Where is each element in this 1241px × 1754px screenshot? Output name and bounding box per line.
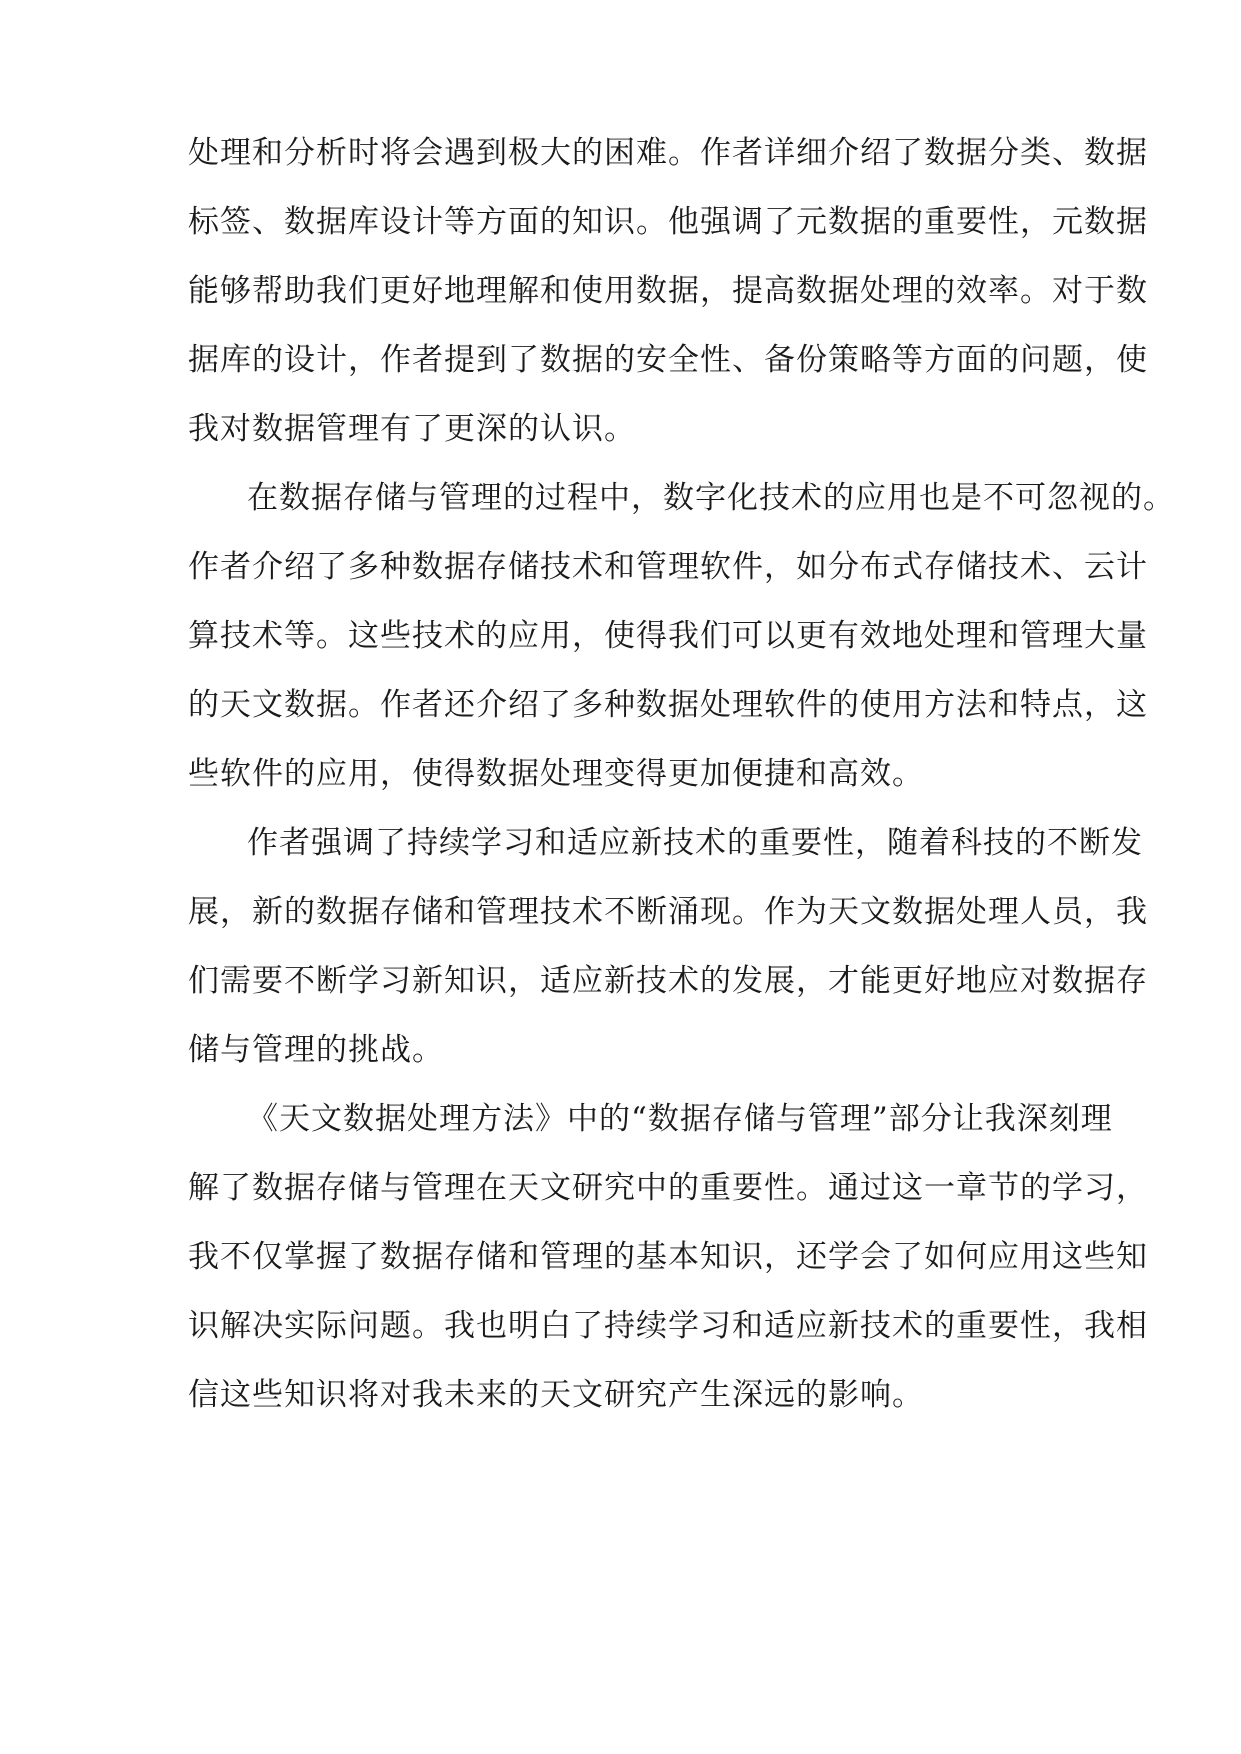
text-line: 信这些知识将对我未来的天文研究产生深远的影响。: [188, 1377, 924, 1413]
text-line: 展，新的数据存储和管理技术不断涌现。作为天文数据处理人员，我: [188, 894, 1148, 930]
text-line: 我不仅掌握了数据存储和管理的基本知识，还学会了如何应用这些知: [188, 1239, 1148, 1275]
text-line: 的天文数据。作者还介绍了多种数据处理软件的使用方法和特点，这: [188, 687, 1148, 723]
text-line: 标签、数据库设计等方面的知识。他强调了元数据的重要性，元数据: [188, 204, 1148, 240]
paragraph-first-line: 《天文数据处理方法》中的“数据存储与管理”部分让我深刻理: [247, 1101, 1113, 1137]
paragraph-first-line: 作者强调了持续学习和适应新技术的重要性，随着科技的不断发: [247, 825, 1143, 861]
paragraph-first-line: 在数据存储与管理的过程中，数字化技术的应用也是不可忽视的。: [247, 480, 1175, 516]
text-line: 们需要不断学习新知识，适应新技术的发展，才能更好地应对数据存: [188, 963, 1148, 999]
text-line: 据库的设计，作者提到了数据的安全性、备份策略等方面的问题，使: [188, 342, 1148, 378]
text-line: 能够帮助我们更好地理解和使用数据，提高数据处理的效率。对于数: [188, 273, 1148, 309]
text-line: 我对数据管理有了更深的认识。: [188, 411, 636, 447]
text-line: 些软件的应用，使得数据处理变得更加便捷和高效。: [188, 756, 924, 792]
text-line: 处理和分析时将会遇到极大的困难。作者详细介绍了数据分类、数据: [188, 135, 1148, 171]
text-line: 识解决实际问题。我也明白了持续学习和适应新技术的重要性，我相: [188, 1308, 1148, 1344]
text-line: 解了数据存储与管理在天文研究中的重要性。通过这一章节的学习，: [188, 1170, 1148, 1206]
text-line: 算技术等。这些技术的应用，使得我们可以更有效地处理和管理大量: [188, 618, 1148, 654]
text-line: 作者介绍了多种数据存储技术和管理软件，如分布式存储技术、云计: [188, 549, 1148, 585]
text-line: 储与管理的挑战。: [188, 1032, 444, 1068]
